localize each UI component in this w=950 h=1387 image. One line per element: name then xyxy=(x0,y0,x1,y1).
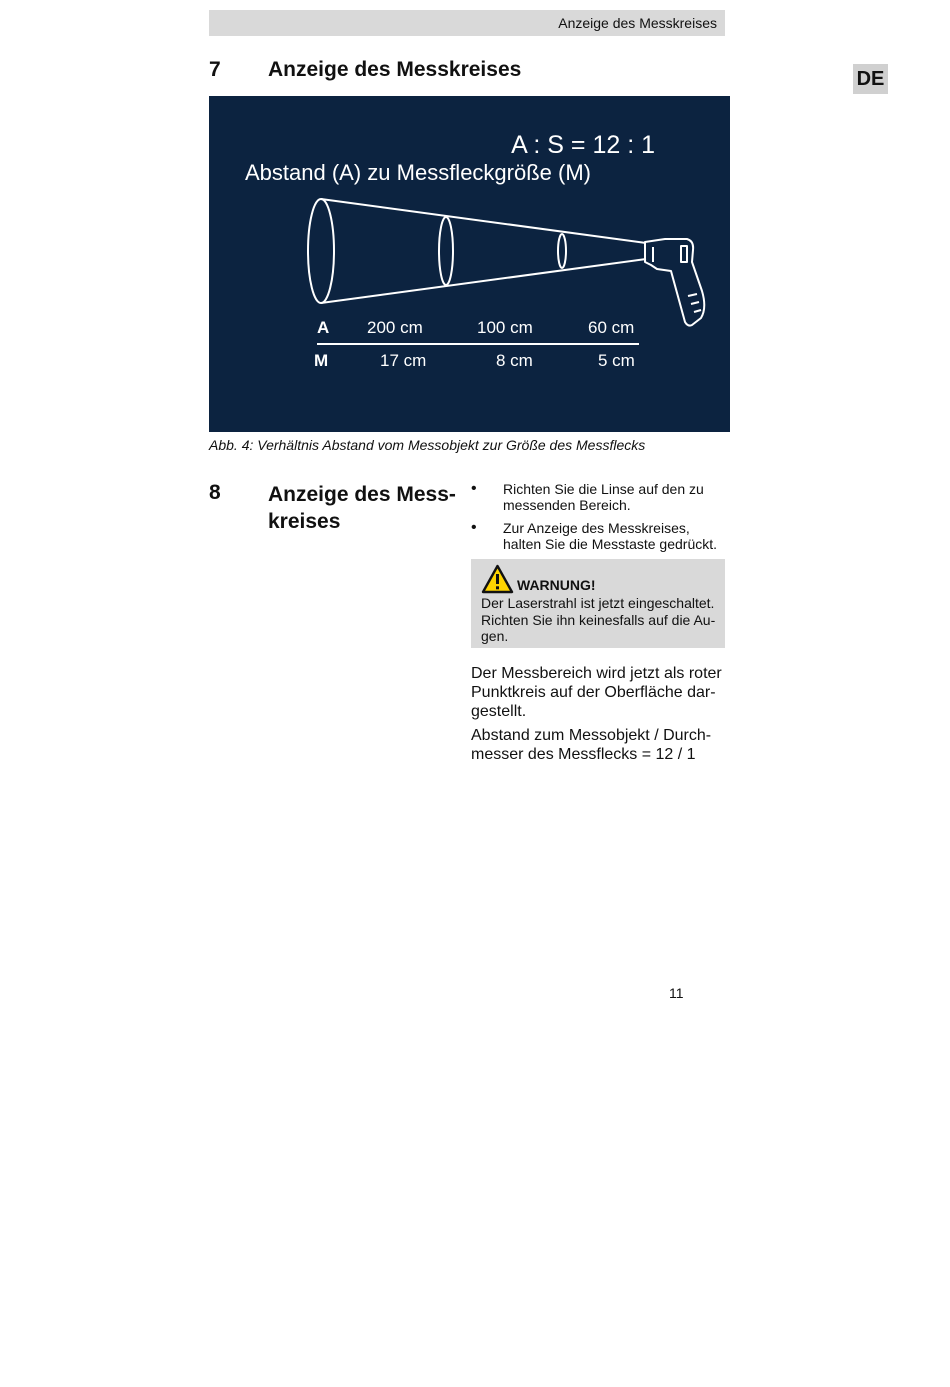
list-item: • Zur Anzeige des Messkreises, halten Sie die Messtaste gedrückt. xyxy=(471,520,729,552)
figure-graphic xyxy=(209,96,730,432)
warning-title: WARNUNG! xyxy=(517,577,596,593)
spot-size-value: 8 cm xyxy=(496,351,533,370)
spot-ellipse-60cm xyxy=(558,234,566,268)
section-8-title-line: Anzeige des Mess- xyxy=(268,483,456,506)
paragraph: Der Messbereich wird jetzt als roter Punktkreis auf der Oberfläche dar-gestellt. xyxy=(471,665,722,720)
row-a-label: A xyxy=(317,318,330,337)
spot-ellipse-100cm xyxy=(439,217,453,285)
paragraph: Abstand zum Messobjekt / Durch-messer des Messflecks = 12 / 1 xyxy=(471,727,712,763)
explanation-text xyxy=(471,664,729,769)
distance-value: 100 cm xyxy=(477,318,533,337)
spot-size-value: 5 cm xyxy=(598,351,635,370)
figure-subtitle: Abstand (A) zu Messfleckgröße (M) xyxy=(245,160,591,185)
warning-text: Der Laserstrahl ist jetzt eingeschaltet. Richten Sie ihn keinesfalls auf die Au-gen. xyxy=(481,595,716,644)
section-7-number: 7 xyxy=(209,58,221,81)
page-number: 11 xyxy=(669,985,684,1001)
distance-value: 200 cm xyxy=(367,318,423,337)
section-8-number: 8 xyxy=(209,481,221,504)
figure-ratio-label: A : S = 12 : 1 xyxy=(511,131,655,159)
section-8-title xyxy=(268,481,468,535)
instruction-list xyxy=(471,481,729,559)
running-header-title: Anzeige des Messkreises xyxy=(558,15,717,31)
list-item: • Richten Sie die Linse auf den zu messenden Bereich. xyxy=(471,481,729,513)
measurement-ratio-figure xyxy=(209,96,730,432)
language-badge: DE xyxy=(853,64,888,94)
beam-lower-edge xyxy=(321,259,646,303)
distance-value: 60 cm xyxy=(588,318,635,337)
beam-upper-edge xyxy=(321,199,646,243)
beam-cone xyxy=(308,199,646,303)
warning-triangle-icon xyxy=(481,564,514,594)
running-header xyxy=(209,10,725,36)
section-8-title-line: kreises xyxy=(268,510,341,533)
thermometer-icon xyxy=(645,239,704,326)
spot-size-value: 17 cm xyxy=(380,351,427,370)
row-m-label: M xyxy=(314,351,329,370)
figure-caption: Abb. 4: Verhältnis Abstand vom Messobjekt zur Größe des Messflecks xyxy=(209,437,646,453)
spot-ellipse-200cm xyxy=(308,199,334,303)
warning-box xyxy=(471,559,725,648)
section-7-title: Anzeige des Messkreises xyxy=(268,58,522,81)
